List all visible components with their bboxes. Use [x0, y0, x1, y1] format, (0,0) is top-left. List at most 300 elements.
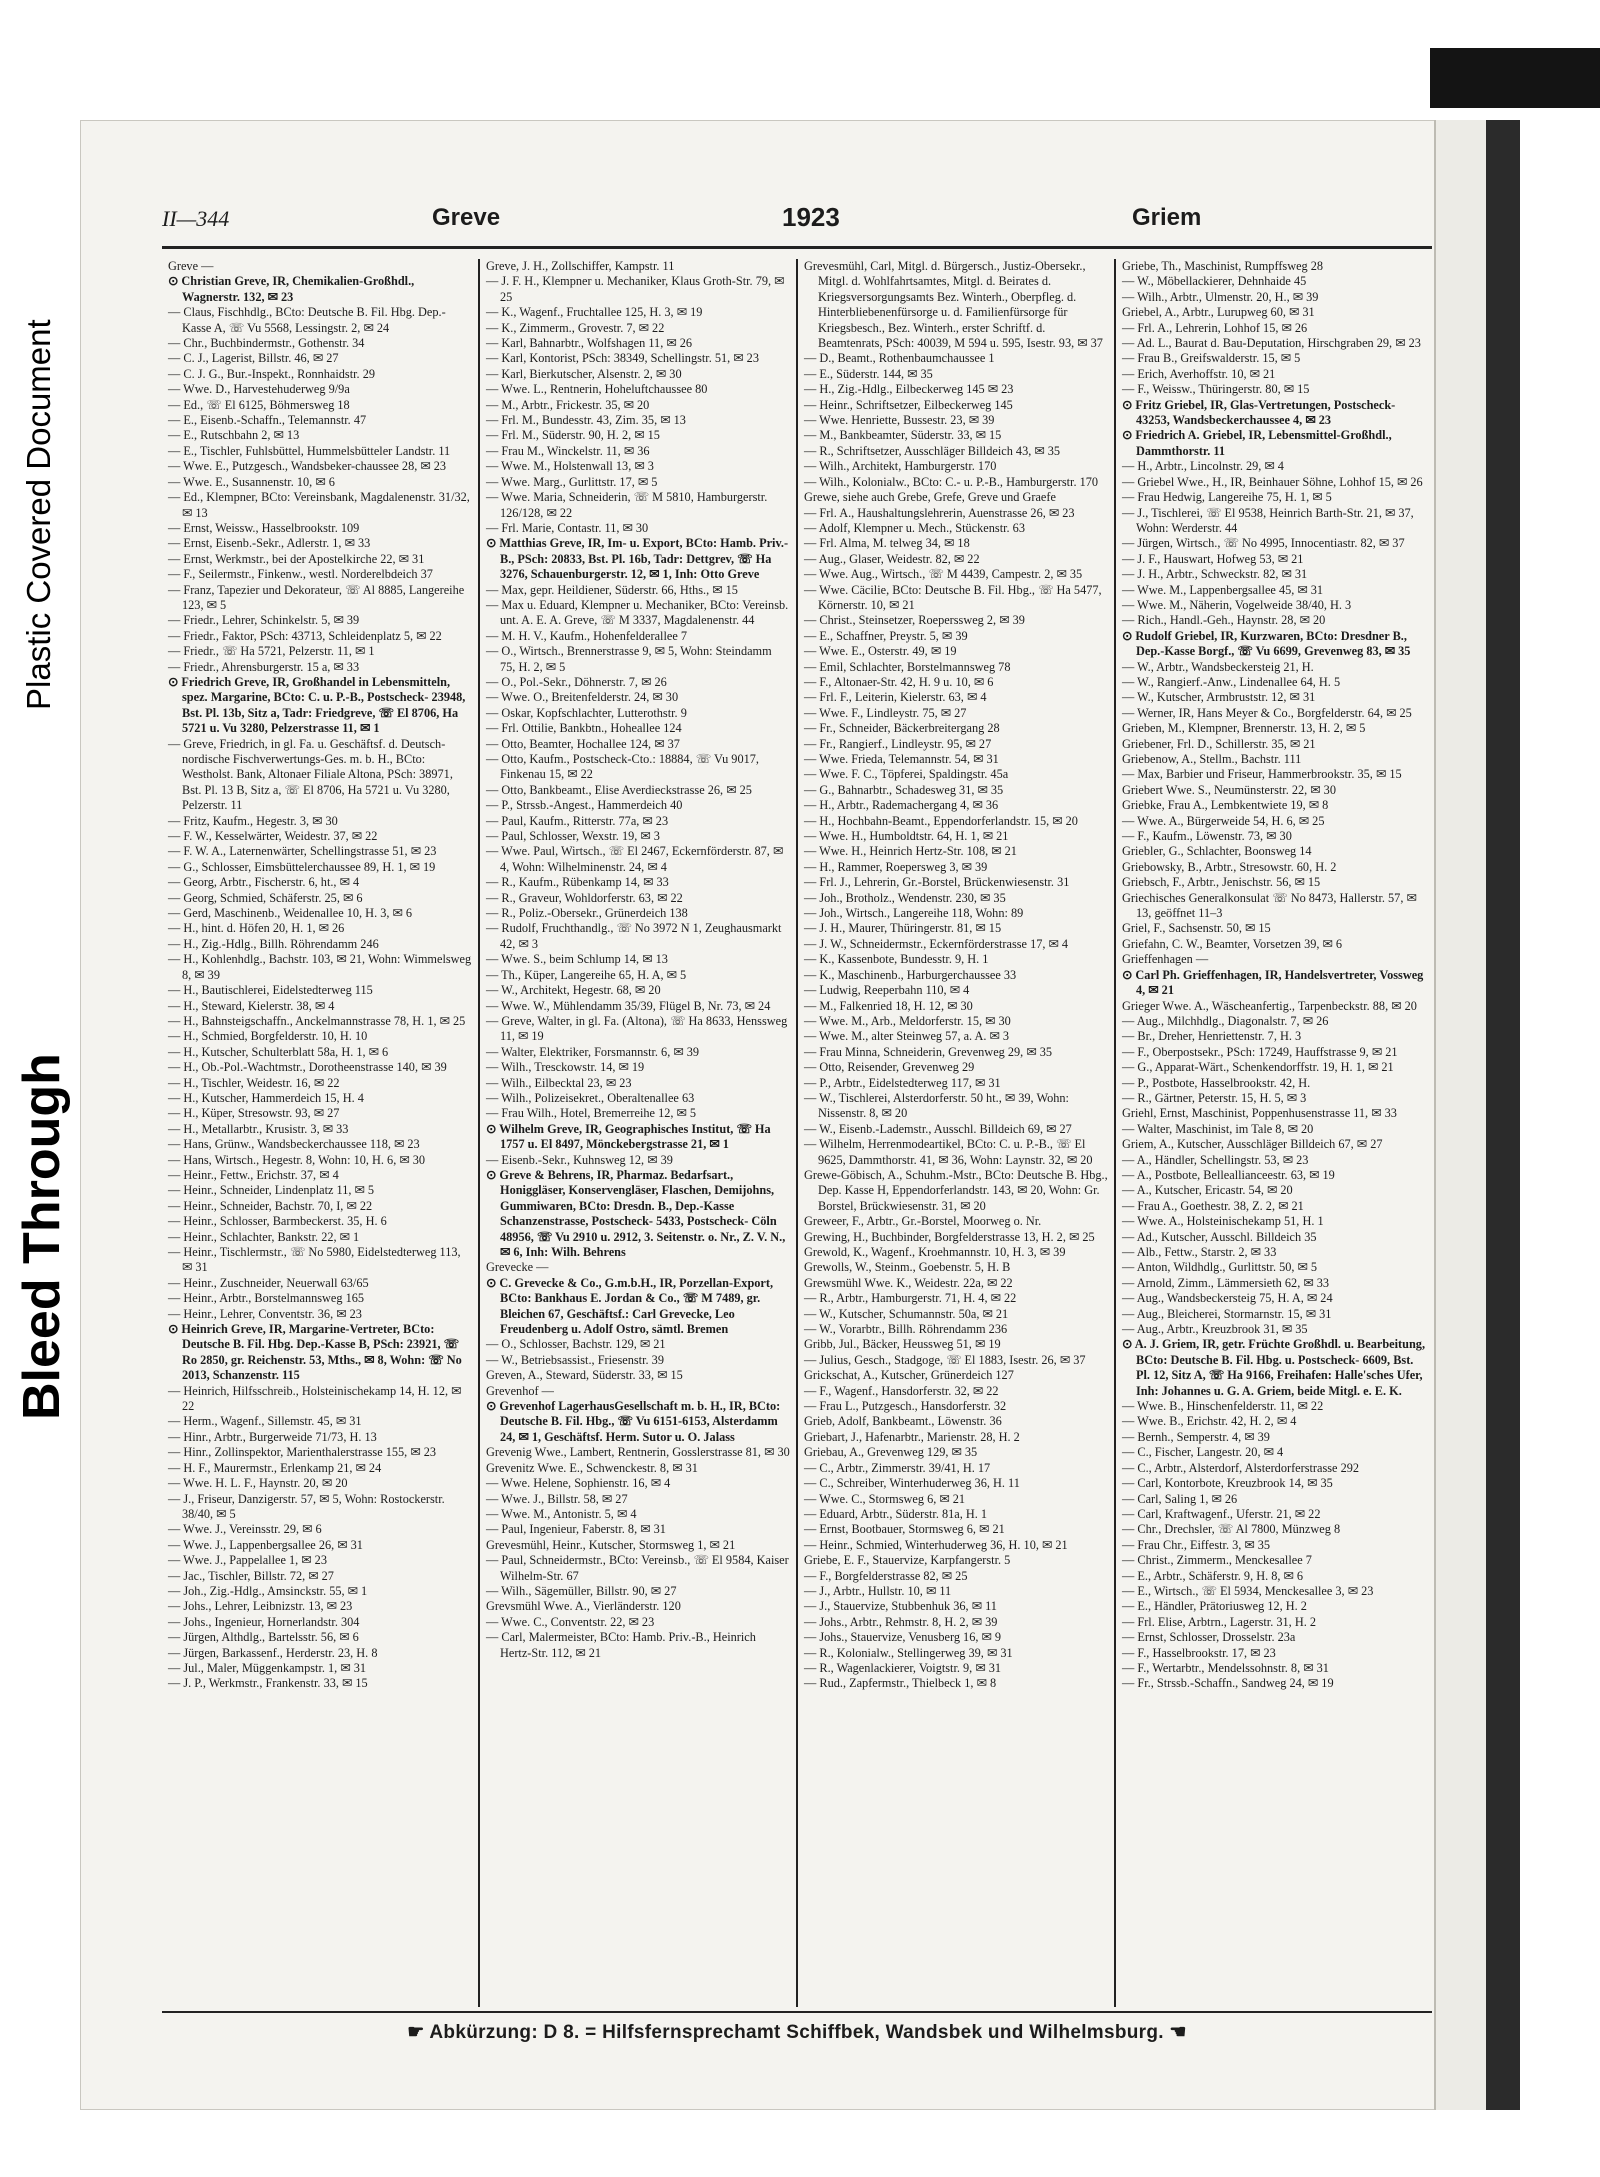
directory-entry: — A., Postbote, Belleallianceestr. 63, ✉ 19: [1122, 1167, 1335, 1182]
directory-entry: — Heinr., Zuschneider, Neuerwall 63/65: [168, 1275, 369, 1290]
directory-entry: — H., Kutscher, Schulterblatt 58a, H. 1, ✉ 6: [168, 1044, 389, 1059]
directory-entry: — Frl. J., Lehrerin, Gr.-Borstel, Brückenwiesenstr. 31: [804, 875, 1070, 890]
directory-entry: — Alb., Fettw., Starstr. 2, ✉ 33: [1122, 1245, 1277, 1259]
directory-entry: Grevenhof —: [486, 1383, 554, 1398]
directory-entry: — Ernst, Werkmstr., bei der Apostelkirche 22, ✉ 31: [168, 551, 425, 566]
directory-entry: — Frl. A., Haushaltungslehrerin, Auenstrasse 26, ✉ 23: [804, 505, 1075, 520]
directory-entry: — H., Küper, Stresowstr. 93, ✉ 27: [168, 1106, 340, 1121]
directory-entry: — Wwe. Helene, Sophienstr. 16, ✉ 4: [486, 1476, 671, 1491]
page-number: II—344: [162, 206, 230, 231]
directory-entry: — M., Arbtr., Frickestr. 35, ✉ 20: [486, 397, 650, 412]
directory-entry: — J. H., Arbtr., Schweckstr. 82, ✉ 31: [1122, 567, 1308, 582]
directory-entry: — Walter, Maschinist, im Tale 8, ✉ 20: [1122, 1121, 1314, 1136]
directory-entry: — Anton, Wildhdlg., Gurlittstr. 50, ✉ 5: [1122, 1260, 1318, 1275]
header-year: 1923: [782, 202, 840, 232]
directory-entry: — Karl, Bierkutscher, Alsenstr. 2, ✉ 30: [486, 366, 682, 381]
directory-entry: — Georg, Arbtr., Fischerstr. 6, ht., ✉ 4: [168, 875, 360, 890]
directory-entry: Greweer, F., Arbtr., Gr.-Borstel, Moorweg o. Nr.: [804, 1214, 1042, 1229]
directory-entry: — F. W., Kesselwärter, Weidestr. 37, ✉ 22: [168, 829, 378, 844]
directory-entry: — Ad. L., Baurat d. Bau-Deputation, Hirschgraben 29, ✉ 23: [1122, 336, 1421, 351]
directory-entry: Griebart, J., Hafenarbtr., Marienstr. 28, H. 2: [804, 1429, 1020, 1444]
directory-entry: — Heinr., Schriftsetzer, Eilbeckerweg 145: [804, 397, 1013, 412]
directory-entry: — Wwe. M., Näherin, Vogelweide 38/40, H. 3: [1122, 597, 1352, 612]
directory-entry: — G., Apparat-Wärt., Schenkendorffstr. 19, H. 1, ✉ 21: [1122, 1060, 1394, 1075]
directory-entry: — Ernst, Schlosser, Drosselstr. 23a: [1122, 1630, 1296, 1645]
directory-entry: Griel, F., Sachsenstr. 50, ✉ 15: [1122, 921, 1271, 936]
directory-entry: — Ad., Kutscher, Ausschl. Billdeich 35: [1122, 1229, 1317, 1244]
directory-entry: ⊙ Friedrich Greve, IR, Großhandel in Lebensmitteln, spez. Margarine, BCto: C. u. P.-B., Postscheck- 23948, Bst. Pl. 13b, Sitz a, Tadr: Friedgreve, ☏ El 8706, Ha 5721 u. Vu 3280, Pelzerstrasse 11, ✉ 1: [168, 674, 466, 736]
directory-entry: — Karl, Bahnarbtr., Wolfshagen 11, ✉ 26: [486, 336, 693, 351]
directory-entry: — Eisenb.-Sekr., Kuhnsweg 12, ✉ 39: [486, 1152, 673, 1167]
directory-entry: Grieben, M., Klempner, Brennerstr. 13, H. 2, ✉ 5: [1122, 721, 1366, 736]
directory-entry: — Christ., Steinsetzer, Roeperssweg 2, ✉ 39: [804, 613, 1025, 628]
directory-entry: — Frl. A., Lehrerin, Lohhof 15, ✉ 26: [1122, 320, 1308, 335]
directory-entry: — G., Bahnarbtr., Schadesweg 31, ✉ 35: [804, 782, 1004, 797]
directory-entry: — C., Fischer, Langestr. 20, ✉ 4: [1122, 1445, 1284, 1460]
directory-entry: — Johs., Stauervize, Venusberg 16, ✉ 9: [804, 1630, 1002, 1645]
directory-entry: ⊙ Rudolf Griebel, IR, Kurzwaren, BCto: Dresdner B., Dep.-Kasse Borgf., ☏ Vu 6699, Grevenweg 83, ✉ 35: [1122, 628, 1411, 659]
directory-entry: — Wwe. D., Harvestehuderweg 9/9a: [168, 382, 350, 397]
directory-entry: — Wwe. E., Susannenstr. 10, ✉ 6: [168, 474, 335, 489]
directory-entry: — Friedr., ☏ Ha 5721, Pelzerstr. 11, ✉ 1: [168, 644, 375, 659]
directory-entry: — Otto, Reisender, Grevenweg 29: [804, 1060, 975, 1075]
directory-entry: — W., Kutscher, Schumannstr. 50a, ✉ 21: [804, 1306, 1009, 1321]
directory-entry: — Wwe. F., Lindleystr. 75, ✉ 27: [804, 705, 967, 720]
directory-entry: Griebler, G., Schlachter, Boonsweg 14: [1122, 844, 1312, 859]
directory-entry: — Aug., Bleicherei, Stormarnstr. 15, ✉ 31: [1122, 1306, 1332, 1321]
directory-entry: — F., Borgfelderstrasse 82, ✉ 25: [804, 1568, 968, 1583]
directory-entry: — Herm., Wagenf., Sillemstr. 45, ✉ 31: [168, 1414, 362, 1429]
directory-entry: — Frau L., Putzgesch., Hansdorferstr. 32: [804, 1399, 1007, 1414]
directory-entry: — O., Schlosser, Bachstr. 129, ✉ 21: [486, 1337, 666, 1352]
directory-entry: Greve —: [168, 259, 214, 273]
directory-entry: — Wwe. Frieda, Telemannstr. 54, ✉ 31: [804, 752, 999, 766]
directory-entry: — Frau M., Winckelstr. 11, ✉ 36: [486, 443, 650, 458]
directory-entry: — Wwe. J., Pappelallee 1, ✉ 23: [168, 1553, 327, 1568]
directory-entry: — Hinr., Arbtr., Burgerweide 71/73, H. 13: [168, 1429, 377, 1444]
directory-entry: — J. F., Hauswart, Hofweg 53, ✉ 21: [1122, 551, 1304, 566]
directory-entry: Grieb, Adolf, Bankbeamt., Löwenstr. 36: [804, 1414, 1002, 1429]
directory-entry: — W., Möbellackierer, Dehnhaide 45: [1122, 274, 1307, 289]
directory-entry: Grewe, siehe auch Grebe, Grefe, Greve und Graefe: [804, 490, 1056, 505]
directory-entry: — Oskar, Kopfschlachter, Lutterothstr. 9: [486, 705, 687, 720]
directory-column-4: [1116, 259, 1432, 2007]
directory-entry: — O., Wirtsch., Brennerstrasse 9, ✉ 5, Wohn: Steindamm 75, H. 2, ✉ 5: [486, 644, 772, 674]
directory-entry: — Wwe. J., Billstr. 58, ✉ 27: [486, 1491, 628, 1506]
directory-entry: — G., Schlosser, Eimsbüttelerchaussee 89, H. 1, ✉ 19: [168, 859, 436, 874]
directory-entry: — Frl. M., Bundesstr. 43, Zim. 35, ✉ 13: [486, 413, 686, 428]
directory-entry: — Heinr., Fettw., Erichstr. 37, ✉ 4: [168, 1167, 339, 1182]
directory-entry: — Wwe. F. C., Töpferei, Spaldingstr. 45a: [804, 767, 1009, 782]
directory-entry: — Ernst, Weissw., Hasselbrookstr. 109: [168, 520, 360, 535]
directory-entry: — H., Ob.-Pol.-Wachtmstr., Dorotheenstrasse 140, ✉ 39: [168, 1060, 447, 1075]
directory-entry: Grewsmühl Wwe. K., Weidestr. 22a, ✉ 22: [804, 1275, 1013, 1290]
directory-entry: — Wwe. M., Arb., Meldorferstr. 15, ✉ 30: [804, 1013, 1011, 1028]
directory-entry: — R., Gärtner, Peterstr. 15, H. 5, ✉ 3: [1122, 1090, 1307, 1105]
directory-entry: — Claus, Fischhdlg., BCto: Deutsche B. Fil. Hbg. Dep.-Kasse A, ☏ Vu 5568, Lessingstr. 2, ✉ 24: [168, 305, 446, 335]
directory-entry: — Max u. Eduard, Klempner u. Mechaniker, BCto: Vereinsb. unt. A. E. A. Greve, ☏ M 3337, Magdalenenstr. 44: [486, 597, 789, 628]
directory-entry: — Wwe. J., Lappenbergsallee 26, ✉ 31: [168, 1537, 363, 1552]
directory-entry: — Aug., Milchhdlg., Diagonalstr. 7, ✉ 26: [1122, 1013, 1329, 1028]
directory-entry: — Wwe. E., Putzgesch., Wandsbeker-chaussee 28, ✉ 23: [168, 459, 447, 474]
directory-entry: — Jürgen, Barkassenf., Herderstr. 23, H. 8: [168, 1645, 378, 1660]
bleed-through-label: Bleed Through: [13, 1053, 71, 1420]
directory-entry: — H., Hochbahn-Beamt., Eppendorferlandstr. 15, ✉ 20: [804, 813, 1078, 828]
directory-entry: — Wilh., Kolonialw., BCto: C.- u. P.-B., Hamburgerstr. 170: [804, 474, 1099, 489]
directory-entry: — Heinr., Schneider, Bachstr. 70, I, ✉ 22: [168, 1198, 373, 1213]
directory-entry: — W., Vorarbtr., Billh. Röhrendamm 236: [804, 1322, 1008, 1337]
directory-entry: — Johs., Arbtr., Rehmstr. 8, H. 2, ✉ 39: [804, 1614, 998, 1629]
directory-entry: Griebenow, A., Stellm., Bachstr. 111: [1122, 752, 1302, 766]
directory-entry: — Hinr., Zollinspektor, Marienthalerstrasse 155, ✉ 23: [168, 1445, 436, 1460]
directory-entry: — Wwe. E., Osterstr. 49, ✉ 19: [804, 644, 957, 659]
directory-entry: — J. H., Maurer, Thüringerstr. 81, ✉ 15: [804, 921, 1002, 936]
directory-entry: — Arnold, Zimm., Lämmersieth 62, ✉ 33: [1122, 1275, 1330, 1290]
directory-entry: Griebsch, F., Arbtr., Jenischstr. 56, ✉ 15: [1122, 875, 1321, 890]
directory-entry: — Wilh., Eilbecktal 23, ✉ 23: [486, 1075, 632, 1090]
directory-entry: — H., Bautischlerei, Eidelstedterweg 115: [168, 983, 373, 998]
directory-entry: — Max, Barbier und Friseur, Hammerbrookstr. 35, ✉ 15: [1122, 767, 1402, 782]
directory-entry: — C., Schreiber, Winterhuderweg 36, H. 11: [804, 1476, 1020, 1491]
directory-entry: — Griebel Wwe., H., IR, Beinhauer Söhne, Lohhof 15, ✉ 26: [1122, 474, 1423, 489]
directory-entry: — Ernst, Bootbauer, Stormsweg 6, ✉ 21: [804, 1522, 1005, 1537]
directory-entry: — Paul, Schlosser, Wexstr. 19, ✉ 3: [486, 829, 660, 844]
directory-entry: — Heinr., Schlachter, Bankstr. 22, ✉ 1: [168, 1229, 360, 1244]
directory-entry: Gribb, Jul., Bäcker, Heussweg 51, ✉ 19: [804, 1337, 1001, 1352]
directory-entry: — E., Händler, Prätoriusweg 12, H. 2: [1122, 1599, 1307, 1614]
directory-entry: — Friedr., Ahrensburgerstr. 15 a, ✉ 33: [168, 659, 360, 674]
directory-entry: — Eduard, Arbtr., Süderstr. 81a, H. 1: [804, 1506, 988, 1521]
directory-entry: Griebau, A., Grevenweg 129, ✉ 35: [804, 1445, 978, 1460]
directory-entry: — Fritz, Kaufm., Hegestr. 3, ✉ 30: [168, 813, 338, 828]
directory-entry: — Heinr., Arbtr., Borstelmannsweg 165: [168, 1291, 365, 1306]
directory-entry: — Wwe. A., Bürgerweide 54, H. 6, ✉ 25: [1122, 813, 1325, 828]
directory-entry: — Adolf, Klempner u. Mech., Stückenstr. 63: [804, 520, 1025, 535]
directory-entry: — Wwe. S., beim Schlump 14, ✉ 13: [486, 952, 668, 967]
directory-entry: — J. P., Werkmstr., Frankenstr. 33, ✉ 15: [168, 1676, 368, 1691]
directory-entry: — Max, gepr. Heildiener, Süderstr. 66, Hths., ✉ 15: [486, 582, 738, 597]
directory-entry: — Greve, Friedrich, in gl. Fa. u. Geschäftsf. d. Deutsch-nordische Fischverwertungs-Ges. m. b. H., BCto: Westholst. Bank, Altonaer Filiale Altona, PSch: 38971, Bst. Pl. 13 B, Sitz a, ☏ El 8706, Ha 5721 u. Vu 3280, Pelzerstr. 11: [168, 736, 453, 813]
directory-entry: — Aug., Wandsbeckersteig 75, H. A, ✉ 24: [1122, 1291, 1333, 1306]
directory-entry: — Rud., Zapfermstr., Thielbeck 1, ✉ 8: [804, 1676, 997, 1691]
directory-entry: — M., Bankbeamter, Süderstr. 33, ✉ 15: [804, 428, 1002, 443]
directory-entry: — Wilh., Arbtr., Ulmenstr. 20, H., ✉ 39: [1122, 289, 1319, 304]
directory-entry: — Ed., Klempner, BCto: Vereinsbank, Magdalenenstr. 31/32, ✉ 13: [168, 490, 470, 520]
directory-entry: — Wwe. M., Holstenwall 13, ✉ 3: [486, 459, 654, 474]
directory-entry: Griechisches Generalkonsulat ☏ No 8473, Hallerstr. 57, ✉ 13, geöffnet 11–3: [1122, 890, 1417, 921]
directory-entry: — K., Kassenbote, Bundesstr. 9, H. 1: [804, 952, 989, 967]
plastic-covered-label: Plastic Covered Document: [20, 319, 57, 710]
directory-entry: — A., Kutscher, Ericastr. 54, ✉ 20: [1122, 1183, 1293, 1198]
directory-entry: — F., Oberpostsekr., PSch: 17249, Hauffstrasse 9, ✉ 21: [1122, 1044, 1398, 1059]
scanner-black-block: [1430, 48, 1600, 108]
directory-entry: — Carl, Saling 1, ✉ 26: [1122, 1491, 1238, 1506]
directory-entry: — Ludwig, Reeperbahn 110, ✉ 4: [804, 983, 970, 998]
directory-entry: — H., Zig.-Hdlg., Eilbeckerweg 145 ✉ 23: [804, 382, 1014, 397]
directory-entry: — H., Arbtr., Lincolnstr. 29, ✉ 4: [1122, 459, 1284, 474]
directory-entry: — F., Seilermstr., Finkenw., westl. Norderelbdeich 37: [168, 567, 433, 582]
page-footer: ☛ Abkürzung: D 8. = Hilfsfernsprechamt Schiffbek, Wandsbek und Wilhelmsburg. ☚: [407, 2022, 1187, 2043]
directory-entry: ⊙ Friedrich A. Griebel, IR, Lebensmittel-Großhdl., Dammthorstr. 11: [1122, 428, 1392, 458]
directory-entry: — Frl. Alma, M. telweg 34, ✉ 18: [804, 536, 970, 551]
directory-entry: — F., Kaufm., Löwenstr. 73, ✉ 30: [1122, 829, 1292, 844]
directory-entry: — F., Wagenf., Hansdorferstr. 32, ✉ 22: [804, 1383, 999, 1398]
directory-entry: — Carl, Kraftwagenf., Uferstr. 21, ✉ 22: [1122, 1506, 1321, 1521]
directory-entry: — Otto, Beamter, Hochallee 124, ✉ 37: [486, 736, 680, 751]
directory-entry: — P., Arbtr., Eidelstedterweg 117, ✉ 31: [804, 1075, 1001, 1090]
directory-entry: — Wwe. Aug., Wirtsch., ☏ M 4439, Campestr. 2, ✉ 35: [804, 567, 1083, 582]
directory-entry: — Paul, Schneidermstr., BCto: Vereinsb., ☏ El 9584, Kaiser Wilhelm-Str. 67: [486, 1553, 789, 1583]
directory-entry: — E., Schaffner, Preystr. 5, ✉ 39: [804, 628, 968, 643]
directory-entry: — Chr., Drechsler, ☏ Al 7800, Münzweg 8: [1122, 1522, 1341, 1537]
directory-entry: — C., Arbtr., Alsterdorf, Alsterdorferstrasse 292: [1122, 1460, 1360, 1475]
directory-entry: — H., Zig.-Hdlg., Billh. Röhrendamm 246: [168, 936, 379, 951]
directory-entry: — H., Arbtr., Rademachergang 4, ✉ 36: [804, 798, 999, 813]
directory-entry: — Otto, Kaufm., Postscheck-Cto.: 18884, ☏ Vu 9017, Finkenau 15, ✉ 22: [486, 752, 759, 782]
directory-entry: ⊙ Wilhelm Greve, IR, Geographisches Institut, ☏ Ha 1757 u. El 8497, Mönckebergstrasse 21, ✉ 1: [486, 1121, 771, 1152]
directory-entry: — W., Arbtr., Wandsbeckersteig 21, H.: [1122, 659, 1314, 674]
directory-entry: — R., Arbtr., Hamburgerstr. 71, H. 4, ✉ 22: [804, 1291, 1017, 1306]
directory-entry: — F., Wertarbtr., Mendelssohnstr. 8, ✉ 31: [1122, 1660, 1329, 1675]
directory-entry: — Rudolf, Fruchthandlg., ☏ No 3972 N 1, Zeughausmarkt 42, ✉ 3: [486, 921, 782, 951]
directory-entry: — Wwe. Cäcilie, BCto: Deutsche B. Fil. Hbg., ☏ Ha 5477, Körnerstr. 10, ✉ 21: [804, 582, 1102, 612]
directory-entry: — F. W. A., Laternenwärter, Schellingstrasse 51, ✉ 23: [168, 844, 437, 859]
directory-entry: — A., Händler, Schellingstr. 53, ✉ 23: [1122, 1152, 1309, 1167]
directory-entry: — Frau A., Goethestr. 38, Z. 2, ✉ 21: [1122, 1198, 1304, 1213]
directory-entry: Grevenig Wwe., Lambert, Rentnerin, Gosslerstrasse 81, ✉ 30: [486, 1445, 790, 1460]
directory-entry: — R., Graveur, Wohldorferstr. 63, ✉ 22: [486, 890, 683, 905]
directory-entry: ⊙ Fritz Griebel, IR, Glas-Vertretungen, Postscheck- 43253, Wandsbeckerchaussee 4, ✉ 23: [1122, 397, 1396, 428]
directory-entry: — Aug., Arbtr., Kreuzbrook 31, ✉ 35: [1122, 1322, 1308, 1337]
directory-entry: — H., Metallarbtr., Krusistr. 3, ✉ 33: [168, 1121, 349, 1136]
directory-entry: — Werner, IR, Hans Meyer & Co., Borgfelderstr. 64, ✉ 25: [1122, 705, 1412, 720]
directory-entry: — Carl, Malermeister, BCto: Hamb. Priv.-B., Heinrich Hertz-Str. 112, ✉ 21: [486, 1630, 756, 1660]
directory-entry: Grevsmühl Wwe. A., Vierländerstr. 120: [486, 1599, 681, 1614]
directory-entry: Griem, A., Kutscher, Ausschläger Billdeich 67, ✉ 27: [1122, 1137, 1383, 1152]
directory-page: [162, 200, 1432, 2090]
directory-entry: — Joh., Zig.-Hdlg., Amsinckstr. 55, ✉ 1: [168, 1583, 368, 1598]
directory-entry: — Julius, Gesch., Stadgoge, ☏ El 1883, Isestr. 26, ✉ 37: [804, 1352, 1086, 1367]
directory-entry: — J., Arbtr., Hullstr. 10, ✉ 11: [804, 1583, 952, 1598]
directory-entry: — Wilhelm, Herrenmodeartikel, BCto: C. u. P.-B., ☏ El 9625, Dammthorstr. 41, ✉ 36, Wohn: Laynstr. 32, ✉ 20: [804, 1137, 1093, 1167]
directory-entry: Grieffenhagen —: [1122, 952, 1209, 967]
directory-entry: — Br., Dreher, Henriettenstr. 7, H. 3: [1122, 1029, 1302, 1044]
directory-entry: Grevecke —: [486, 1260, 549, 1275]
header-first-word: Greve: [432, 204, 501, 231]
directory-entry: — P., Strssb.-Angest., Hammerdeich 40: [486, 798, 683, 813]
directory-entry: — Wwe. B., Hinschenfelderstr. 11, ✉ 22: [1122, 1399, 1324, 1414]
directory-entry: — Heinr., Schneider, Lindenplatz 11, ✉ 5: [168, 1183, 375, 1198]
directory-entry: — R., Kolonialw., Stellingerweg 39, ✉ 31: [804, 1645, 1013, 1660]
directory-entry: — Greve, Walter, in gl. Fa. (Altona), ☏ Ha 8633, Henssweg 11, ✉ 19: [486, 1013, 788, 1044]
directory-entry: — F., Hasselbrookstr. 17, ✉ 23: [1122, 1645, 1276, 1660]
directory-entry: — Jürgen, Wirtsch., ☏ No 4995, Innocentiastr. 82, ✉ 37: [1122, 536, 1405, 551]
directory-entry: — C. J., Lagerist, Billstr. 46, ✉ 27: [168, 351, 339, 366]
directory-entry: — E., Süderstr. 144, ✉ 35: [804, 366, 933, 381]
directory-entry: ⊙ Carl Ph. Grieffenhagen, IR, Handelsvertreter, Vossweg 4, ✉ 21: [1122, 967, 1424, 998]
directory-entry: — Heinr., Tischlermstr., ☏ No 5980, Eidelstedterweg 113, ✉ 31: [168, 1245, 461, 1275]
directory-entry: — H., hint. d. Höfen 20, H. 1, ✉ 26: [168, 921, 345, 936]
directory-entry: — Emil, Schlachter, Borstelmannsweg 78: [804, 659, 1011, 674]
directory-entry: — J. W., Schneidermstr., Eckernförderstrasse 17, ✉ 4: [804, 936, 1069, 951]
directory-entry: Grewolls, W., Steinm., Goebenstr. 5, H. B: [804, 1260, 1011, 1275]
directory-entry: — Wilh., Architekt, Hamburgerstr. 170: [804, 459, 997, 474]
directory-entry: — E., Arbtr., Schäferstr. 9, H. 8, ✉ 6: [1122, 1568, 1304, 1583]
directory-entry: — Friedr., Faktor, PSch: 43713, Schleidenplatz 5, ✉ 22: [168, 628, 442, 643]
directory-entry: — Wwe. Henriette, Bussestr. 23, ✉ 39: [804, 413, 995, 428]
directory-entry: — H. F., Maurermstr., Erlenkamp 21, ✉ 24: [168, 1460, 382, 1475]
directory-entry: — Wwe. B., Erichstr. 42, H. 2, ✉ 4: [1122, 1414, 1297, 1429]
directory-entry: — Paul, Ingenieur, Faberstr. 8, ✉ 31: [486, 1522, 666, 1537]
directory-entry: ⊙ A. J. Griem, IR, getr. Früchte Großhdl. u. Bearbeitung, BCto: Deutsche B. Fil. Hbg. u. Postscheck- 6609, Bst. Pl. 12, Sitz A, ☏ Ha 9166, Freihafen: Halle'sches Ufer, Inh: Johannes u. G. A. Griem, beide Mitgl. e. E. K.: [1122, 1337, 1426, 1398]
directory-entry: — R., Schriftsetzer, Ausschläger Billdeich 43, ✉ 35: [804, 443, 1061, 458]
directory-entry: — Karl, Kontorist, PSch: 38349, Schellingstr. 51, ✉ 23: [486, 351, 759, 366]
directory-entry: — Wwe. H., Humboldtstr. 64, H. 1, ✉ 21: [804, 829, 1009, 844]
directory-entry: — H., Kutscher, Hammerdeich 15, H. 4: [168, 1090, 364, 1105]
directory-entry: Grewold, K., Wagenf., Kroehmannstr. 10, H. 3, ✉ 39: [804, 1245, 1066, 1259]
directory-entry: — Joh., Wirtsch., Langereihe 118, Wohn: 89: [804, 906, 1024, 921]
directory-column-2: [480, 259, 798, 2007]
directory-entry: — O., Pol.-Sekr., Döhnerstr. 7, ✉ 26: [486, 674, 667, 689]
directory-entry: — H., Rammer, Roepersweg 3, ✉ 39: [804, 859, 988, 874]
directory-entry: Grewe-Göbisch, A., Schuhm.-Mstr., BCto: Deutsche B. Hbg., Dep. Kasse H, Eppendorferlandstr. 143, ✉ 20, Wohn: Gr. Borstel, Brückwiesenstr. 31, ✉ 20: [804, 1167, 1108, 1213]
directory-entry: — Wwe. Marg., Gurlittstr. 17, ✉ 5: [486, 474, 658, 489]
directory-entry: — Gerd, Maschinenb., Weidenallee 10, H. 3, ✉ 6: [168, 906, 413, 921]
directory-entry: — F., Weissw., Thüringerstr. 80, ✉ 15: [1122, 382, 1310, 397]
directory-entry: — H., Schmied, Borgfelderstr. 10, H. 10: [168, 1029, 368, 1044]
directory-entry: Griehl, Ernst, Maschinist, Poppenhusenstrasse 11, ✉ 33: [1122, 1106, 1397, 1121]
page-header: [162, 200, 1432, 244]
directory-entry: — Christ., Zimmerm., Menckesallee 7: [1122, 1553, 1312, 1568]
directory-entry: Griebel, A., Arbtr., Lurupweg 60, ✉ 31: [1122, 305, 1315, 320]
directory-entry: — Th., Küper, Langereihe 65, H. A, ✉ 5: [486, 967, 687, 982]
directory-entry: — Fr., Rangierf., Lindleystr. 95, ✉ 27: [804, 736, 992, 751]
directory-entry: — J., Friseur, Danzigerstr. 57, ✉ 5, Wohn: Rostockerstr. 38/40, ✉ 5: [168, 1491, 445, 1521]
directory-entry: — Johs., Ingenieur, Hornerlandstr. 304: [168, 1614, 360, 1629]
directory-entry: — K., Zimmerm., Grovestr. 7, ✉ 22: [486, 320, 665, 335]
directory-entry: — Wwe. L., Rentnerin, Hoheluftchaussee 80: [486, 382, 708, 397]
directory-entry: Grevesmühl, Carl, Mitgl. d. Bürgersch., Justiz-Obersekr., Mitgl. d. Wohlfahrtsamtes, Mitgl. d. Beirates d. Kriegsversorgungsamts Bez. Winterh., Oberpfleg. d. Hinterbliebenenfürsorge u. d. Familienfürsorge für Kriegsbesch., Bez. Winterh., erster Schriftf. d. Beamtenrats, PSch: 40039, M 594 u. 595, Isestr. 93, ✉ 37: [804, 259, 1103, 351]
directory-entry: — Frau Minna, Schneiderin, Grevenweg 29, ✉ 35: [804, 1044, 1052, 1059]
directory-entry: — Johs., Lehrer, Leibnizstr. 13, ✉ 23: [168, 1599, 353, 1614]
directory-entry: Grickschat, A., Kutscher, Grünerdeich 127: [804, 1368, 1014, 1383]
directory-entry: — Hans, Wirtsch., Hegestr. 8, Wohn: 10, H. 6, ✉ 30: [168, 1152, 426, 1167]
directory-entry: — Jul., Maler, Müggenkampstr. 1, ✉ 31: [168, 1660, 367, 1675]
directory-entry: — Rich., Handl.-Geh., Haynstr. 28, ✉ 20: [1122, 613, 1326, 628]
directory-entry: — K., Wagenf., Fruchtallee 125, H. 3, ✉ 19: [486, 305, 703, 320]
directory-entry: — Ed., ☏ El 6125, Böhmersweg 18: [168, 397, 350, 412]
sidebar-labels: [0, 150, 78, 1420]
directory-entry: Griefahn, C. W., Beamter, Vorsetzen 39, ✉ 6: [1122, 936, 1343, 951]
directory-entry: — E., Wirtsch., ☏ El 5934, Menckesallee 3, ✉ 23: [1122, 1583, 1374, 1598]
directory-columns: [162, 259, 1432, 2007]
directory-entry: — R., Kaufm., Rübenkamp 14, ✉ 33: [486, 875, 669, 890]
directory-entry: — Wwe. O., Breitenfelderstr. 24, ✉ 30: [486, 690, 679, 705]
directory-entry: — Frau Chr., Eiffestr. 3, ✉ 35: [1122, 1537, 1271, 1552]
directory-entry: — Wwe. Paul, Wirtsch., ☏ El 2467, Eckernförderstr. 87, ✉ 4, Wohn: Wilhelminenstr. 24, ✉ 4: [486, 844, 784, 874]
directory-entry: ⊙ Matthias Greve, IR, Im- u. Export, BCto: Hamb. Priv.-B., PSch: 20833, Bst. Pl. 16b, Tadr: Dettgrev, ☏ Ha 3276, Schauenburgerstr. 12, ✉ 1, Inh: Otto Greve: [486, 536, 789, 582]
directory-entry: — C., Arbtr., Zimmerstr. 39/41, H. 17: [804, 1460, 991, 1475]
directory-entry: — Wilh., Sägemüller, Billstr. 90, ✉ 27: [486, 1583, 677, 1598]
directory-entry: — H., Kohlenhdlg., Bachstr. 103, ✉ 21, Wohn: Wimmelsweg 8, ✉ 39: [168, 952, 472, 982]
directory-entry: — Wwe. Maria, Schneiderin, ☏ M 5810, Hamburgerstr. 126/128, ✉ 22: [486, 490, 768, 520]
directory-entry: — Frl. M., Süderstr. 90, H. 2, ✉ 15: [486, 428, 660, 443]
directory-entry: — Frl. Elise, Arbtrn., Lagerstr. 31, H. 2: [1122, 1614, 1316, 1629]
directory-entry: Griebe, Th., Maschinist, Rumpffsweg 28: [1122, 259, 1324, 273]
directory-entry: — Otto, Bankbeamt., Elise Averdieckstrasse 26, ✉ 25: [486, 782, 752, 797]
scan-edge: [1486, 120, 1520, 2110]
directory-entry: — Wwe. A., Holsteinischekamp 51, H. 1: [1122, 1214, 1324, 1229]
directory-entry: — Heinrich, Hilfsschreib., Holsteinischekamp 14, H. 12, ✉ 22: [168, 1383, 462, 1414]
directory-entry: — E., Eisenb.-Schaffn., Telemannstr. 47: [168, 413, 367, 428]
directory-entry: — Frl. Ottilie, Bankbtn., Hoheallee 124: [486, 721, 682, 736]
directory-entry: — Joh., Brotholz., Wendenstr. 230, ✉ 35: [804, 890, 1006, 905]
directory-entry: — Georg, Schmied, Schäferstr. 25, ✉ 6: [168, 890, 363, 905]
directory-entry: — J. F. H., Klempner u. Mechaniker, Klaus Groth-Str. 79, ✉ 25: [486, 274, 785, 304]
directory-entry: — Wwe. H., Heinrich Hertz-Str. 108, ✉ 21: [804, 844, 1017, 859]
directory-entry: Greve, J. H., Zollschiffer, Kampstr. 11: [486, 259, 675, 273]
adjacent-page-strip: [1434, 120, 1486, 2110]
directory-entry: — Hans, Grünw., Wandsbeckerchaussee 118, ✉ 23: [168, 1137, 420, 1152]
directory-entry: — J., Stauervize, Stubbenhuk 36, ✉ 11: [804, 1599, 997, 1614]
directory-entry: — Wwe. J., Vereinsstr. 29, ✉ 6: [168, 1522, 322, 1537]
directory-entry: Griebe, E. F., Stauervize, Karpfangerstr. 5: [804, 1553, 1011, 1568]
directory-entry: — Franz, Tapezier und Dekorateur, ☏ Al 8885, Langereihe 123, ✉ 5: [168, 582, 465, 612]
directory-entry: — Jac., Tischler, Billstr. 72, ✉ 27: [168, 1568, 334, 1583]
directory-entry: — Wilh., Polizeisekret., Oberaltenallee 63: [486, 1090, 695, 1105]
directory-entry: — Wwe. H. L. F., Haynstr. 20, ✉ 20: [168, 1476, 348, 1491]
directory-entry: — Frau Wilh., Hotel, Bremerreihe 12, ✉ 5: [486, 1106, 697, 1121]
directory-entry: — W., Tischlerei, Alsterdorferstr. 50 ht., ✉ 39, Wohn: Nissenstr. 8, ✉ 20: [804, 1090, 1069, 1121]
header-rule: [162, 246, 1432, 249]
directory-entry: — Frl. Marie, Contastr. 11, ✉ 30: [486, 520, 649, 535]
directory-entry: — Heinr., Schlosser, Barmbeckerst. 35, H. 6: [168, 1214, 387, 1229]
directory-entry: Greven, A., Steward, Süderstr. 33, ✉ 15: [486, 1368, 683, 1383]
directory-entry: ⊙ Heinrich Greve, IR, Margarine-Vertreter, BCto: Deutsche B. Fil. Hbg. Dep.-Kasse B, PSch: 23921, ☏ Ro 2850, gr. Reichenstr. 53, Mths., ✉ 8, Wohn: ☏ No 2013, Schanzenstr. 115: [168, 1322, 462, 1383]
directory-entry: — F., Altonaer-Str. 42, H. 9 u. 10, ✉ 6: [804, 674, 994, 689]
directory-column-3: [798, 259, 1116, 2007]
directory-entry: — C. J. G., Bur.-Inspekt., Ronnhaidstr. 29: [168, 366, 375, 381]
directory-entry: — H., Steward, Kielerstr. 38, ✉ 4: [168, 998, 335, 1013]
directory-entry: — Wwe. C., Conventstr. 22, ✉ 23: [486, 1614, 655, 1629]
directory-entry: Grewing, H., Buchbinder, Borgfelderstrasse 13, H. 2, ✉ 25: [804, 1229, 1095, 1244]
directory-entry: — Frau B., Greifswalderstr. 15, ✉ 5: [1122, 351, 1301, 366]
directory-entry: — Friedr., Lehrer, Schinkelstr. 5, ✉ 39: [168, 613, 360, 628]
directory-entry: — E., Tischler, Fuhlsbüttel, Hummelsbütteler Landstr. 11: [168, 443, 451, 458]
directory-entry: — Chr., Buchbindermstr., Gothenstr. 34: [168, 336, 365, 351]
directory-entry: Grevenitz Wwe. E., Schwenckestr. 8, ✉ 31: [486, 1460, 698, 1475]
directory-entry: — Walter, Elektriker, Forsmannstr. 6, ✉ 39: [486, 1044, 700, 1059]
directory-entry: — W., Architekt, Hegestr. 68, ✉ 20: [486, 983, 661, 998]
directory-entry: — R., Wagenlackierer, Voigtstr. 9, ✉ 31: [804, 1660, 1002, 1675]
directory-entry: — Fr., Schneider, Bäckerbreitergang 28: [804, 721, 1000, 736]
directory-entry: ⊙ Christian Greve, IR, Chemikalien-Großhdl., Wagnerstr. 132, ✉ 23: [168, 274, 415, 304]
directory-column-1: [162, 259, 480, 2007]
directory-entry: — H., Bahnsteigschaffn., Anckelmannstrasse 78, H. 1, ✉ 25: [168, 1013, 466, 1028]
directory-entry: Grieger Wwe. A., Wäscheanfertig., Tarpenbeckstr. 88, ✉ 20: [1122, 998, 1417, 1013]
directory-entry: — W., Betriebsassist., Friesenstr. 39: [486, 1352, 664, 1367]
directory-entry: — Frl. F., Leiterin, Kielerstr. 63, ✉ 4: [804, 690, 987, 705]
directory-entry: Grevesmühl, Heinr., Kutscher, Stormsweg 1, ✉ 21: [486, 1537, 736, 1552]
scanned-page: [80, 120, 1520, 2110]
directory-entry: — Bernh., Semperstr. 4, ✉ 39: [1122, 1429, 1270, 1444]
directory-entry: — Jürgen, Althdlg., Bartelsstr. 56, ✉ 6: [168, 1630, 359, 1645]
directory-entry: — Wwe. M., Lappenbergsallee 45, ✉ 31: [1122, 582, 1324, 597]
directory-entry: — D., Beamt., Rothenbaumchaussee 1: [804, 351, 995, 366]
directory-entry: — Wwe. C., Stormsweg 6, ✉ 21: [804, 1491, 966, 1506]
directory-entry: Griebowsky, B., Arbtr., Stresowstr. 60, H. 2: [1122, 859, 1337, 874]
directory-entry: Griebener, Frl. D., Schillerstr. 35, ✉ 21: [1122, 736, 1316, 751]
